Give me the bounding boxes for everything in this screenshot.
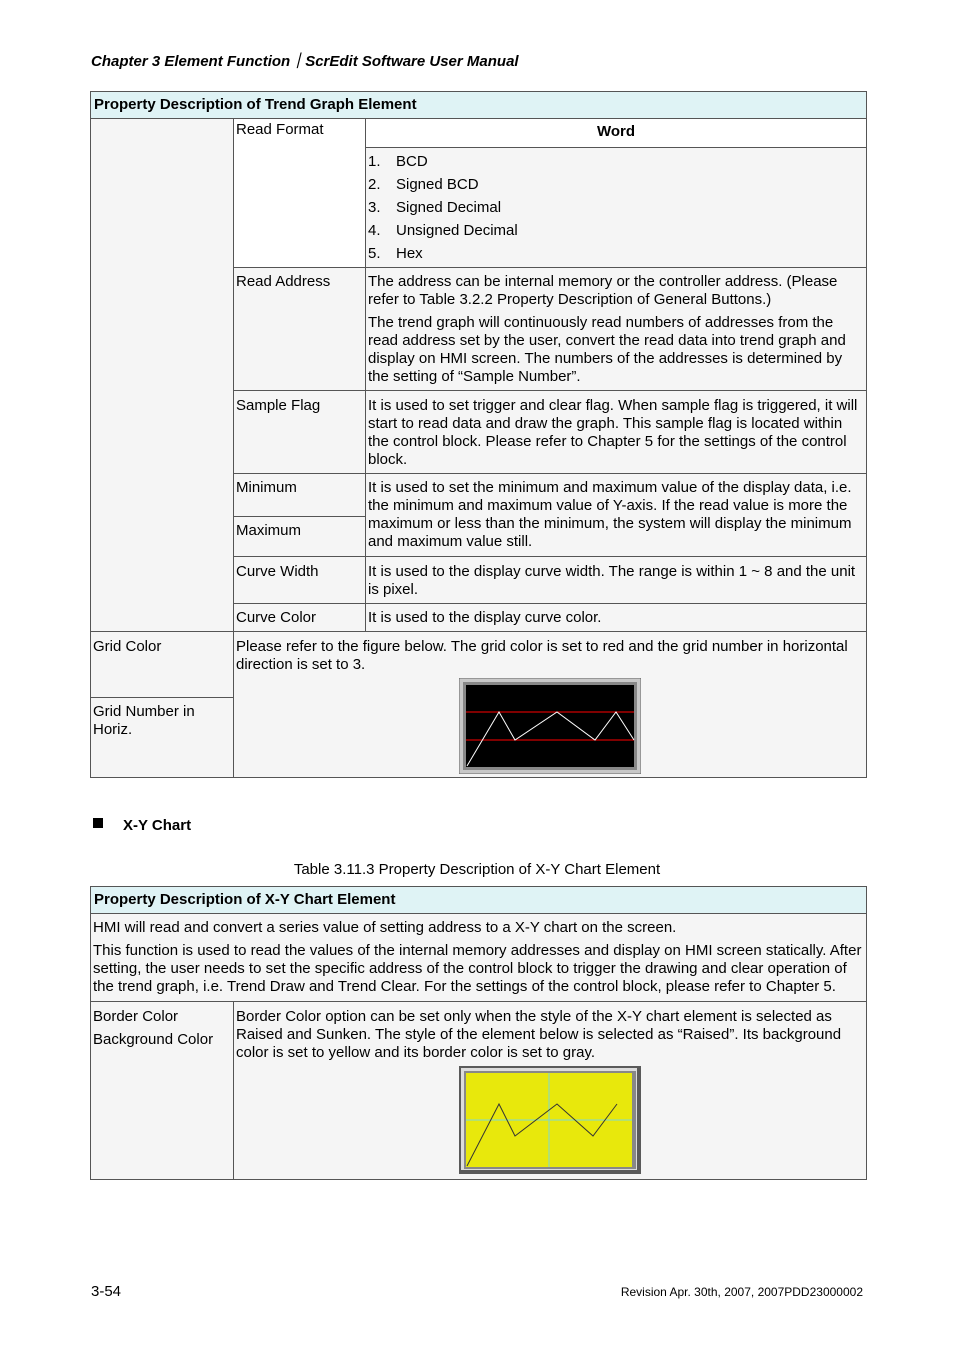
read-address-desc: The address can be internal memory or the controller address. (Please refer to Table 3.2.2 Property Description of General Buttons.) The trend graph will continuously read numbers of addresses from the read address set by the user, convert the read data into trend graph and display on HMI screen. The numbers of the addresses is determined by the setting of “Sample Number”. [366, 268, 867, 391]
curve-color-label: Curve Color [234, 604, 366, 632]
section-title: X-Y Chart [123, 817, 192, 834]
sample-flag-desc: It is used to set trigger and clear flag. When sample flag is triggered, it will start to read data and draw the graph. This sample flag is located within the control block. Please refer to Chapter 5 for the settings of the control block. [366, 391, 867, 474]
table-caption: Table 3.11.3 Property Description of X-Y Chart Element [293, 861, 661, 878]
minimum-label: Minimum [234, 474, 366, 517]
xy-intro: HMI will read and convert a series value of setting address to a X-Y chart on the screen. This function is used to read the values of the internal memory addresses and display on HMI screen statically. After setting, the user needs to set the specific address of the control block to trigger the drawing and clear operation of the trend graph, i.e. Trend Draw and Trend Clear. For the settings of the control block, please refer to Chapter 5. [91, 914, 867, 1002]
bullet-square [93, 818, 103, 828]
xy-chart-figure [459, 1066, 641, 1174]
table-title: Property Description of X-Y Chart Element [91, 887, 867, 914]
list-item: 4. Unsigned Decimal [368, 221, 518, 239]
list-item: 2. Signed BCD [368, 175, 479, 193]
border-color-desc: Border Color option can be set only when the style of the X-Y chart element is selected as Raised and Sunken. The style of the element below is selected as “Raised”. Its background color is set to yellow and its border color is set to gray. [234, 1002, 867, 1180]
read-format-options [366, 148, 867, 268]
grid-number-label: Grid Number in Horiz. [91, 698, 234, 778]
curve-width-label: Curve Width [234, 557, 366, 604]
list-item: 3. Signed Decimal [368, 198, 502, 216]
border-color-labels: Border Color Background Color [91, 1002, 234, 1180]
word-header: Word [366, 119, 867, 148]
page-header: Chapter 3 Element Function｜ScrEdit Software User Manual [91, 53, 519, 70]
read-address-label: Read Address [234, 268, 366, 391]
maximum-label: Maximum [234, 517, 366, 557]
trend-graph-table [90, 91, 867, 778]
xy-chart-table [90, 886, 867, 1180]
table-title: Property Description of Trend Graph Element [91, 92, 867, 119]
grid-desc: Please refer to the figure below. The grid color is set to red and the grid number in horizontal direction is set to 3. [234, 632, 867, 778]
grid-color-label: Grid Color [91, 632, 234, 698]
curve-color-desc: It is used to the display curve color. [366, 604, 867, 632]
trend-graph-figure [459, 678, 641, 774]
curve-width-desc: It is used to the display curve width. The range is within 1 ~ 8 and the unit is pixel. [366, 557, 867, 604]
list-item: 1. BCD [368, 152, 428, 170]
empty-cell [91, 119, 234, 632]
revision-text: Revision Apr. 30th, 2007, 2007PDD23000002 [620, 1285, 863, 1299]
minmax-desc: It is used to set the minimum and maximum value of the display data, i.e. the minimum and maximum value of Y-axis. If the read value is more the maximum or less than the minimum, the system will display the minimum and maximum value still. [366, 474, 867, 557]
list-item: 5. Hex [368, 244, 423, 262]
sample-flag-label: Sample Flag [234, 391, 366, 474]
read-format-label: Read Format [234, 119, 366, 268]
page-number: 3-54 [91, 1283, 122, 1300]
